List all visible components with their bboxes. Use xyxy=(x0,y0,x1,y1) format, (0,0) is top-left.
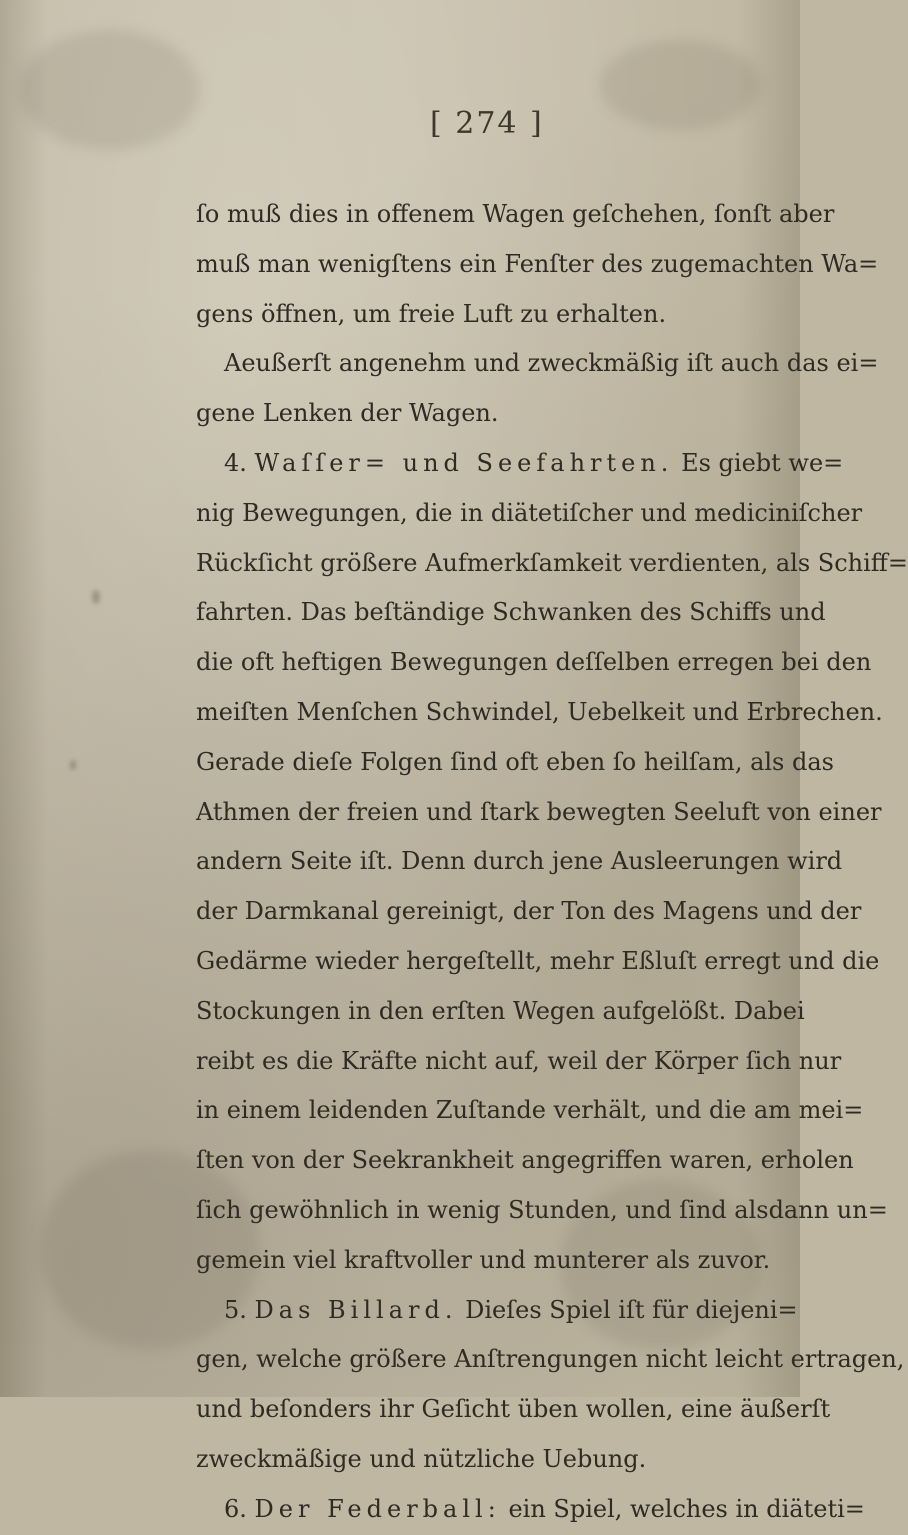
text-line: fahrten. Das beſtändige Schwanken des Schiffs und xyxy=(196,598,826,627)
text-line: nig Bewegungen, die in diätetiſcher und mediciniſcher xyxy=(196,498,863,527)
text-line: andern Seite iſt. Denn durch jene Ausleerungen wird xyxy=(196,847,843,876)
section-number: 5. xyxy=(224,1295,247,1324)
text-line: Rückſicht größere Aufmerkſamkeit verdienten, als Schiff= xyxy=(196,548,908,577)
section-6-line xyxy=(196,1485,865,1535)
text-line: muß man wenigſtens ein Fenſter des zugemachten Wa= xyxy=(196,249,879,278)
text-line: meiſten Menſchen Schwindel, Uebelkeit und Erbrechen. xyxy=(196,697,883,726)
text-line: gene Lenken der Wagen. xyxy=(196,399,499,428)
section-5-line xyxy=(196,1286,798,1336)
section-4-line xyxy=(196,439,844,489)
text-line: und beſonders ihr Geſicht üben wollen, eine äußerſt xyxy=(196,1395,831,1424)
text-fragment: Dieſes Spiel iſt für diejeni= xyxy=(465,1295,798,1324)
text-line: Stockungen in den erſten Wegen aufgelößt. Dabei xyxy=(196,996,805,1025)
body-text xyxy=(196,190,908,1535)
section-number: 6. xyxy=(224,1494,247,1523)
text-fragment: Es giebt we= xyxy=(681,448,844,477)
text-line: der Darmkanal gereinigt, der Ton des Magens und der xyxy=(196,897,862,926)
text-line: ſich gewöhnlich in wenig Stunden, und ſind alsdann un= xyxy=(196,1195,888,1224)
text-line: zweckmäßige und nützliche Uebung. xyxy=(196,1444,647,1473)
page-number: [ 274 ] xyxy=(430,106,544,141)
text-line: gen, welche größere Anſtrengungen nicht leicht ertragen, xyxy=(196,1345,905,1374)
paper-stain xyxy=(20,30,200,150)
paper-stain xyxy=(600,40,760,130)
section-heading: Waſſer= und Seefahrten. xyxy=(254,448,674,477)
text-line: ſo muß dies in offenem Wagen geſchehen, ſonſt aber xyxy=(196,200,835,228)
section-number: 4. xyxy=(224,448,247,477)
text-line: gens öffnen, um freie Luft zu erhalten. xyxy=(196,299,667,328)
ink-smudge xyxy=(92,590,100,604)
text-line: Gedärme wieder hergeſtellt, mehr Eßluſt erregt und die xyxy=(196,946,880,975)
text-line: reibt es die Kräfte nicht auf, weil der Körper ſich nur xyxy=(196,1046,842,1075)
text-fragment: ein Spiel, welches in diäteti= xyxy=(508,1494,865,1523)
ink-smudge xyxy=(70,760,76,770)
text-line: in einem leidenden Zuſtande verhält, und die am mei= xyxy=(196,1096,864,1125)
text-line: ſten von der Seekrankheit angegriffen waren, erholen xyxy=(196,1146,854,1175)
text-line: Gerade dieſe Folgen ſind oft eben ſo heilſam, als das xyxy=(196,747,834,776)
text-line: gemein viel kraftvoller und munterer als zuvor. xyxy=(196,1245,771,1274)
text-line: die oft heftigen Bewegungen deſſelben erregen bei den xyxy=(196,648,872,677)
text-line: Aeußerſt angenehm und zweckmäßig iſt auch das ei= xyxy=(224,349,879,378)
section-heading: Das Billard. xyxy=(254,1295,458,1324)
text-line: Athmen der freien und ſtark bewegten Seeluft von einer xyxy=(196,797,882,826)
section-heading: Der Federball: xyxy=(254,1494,501,1523)
